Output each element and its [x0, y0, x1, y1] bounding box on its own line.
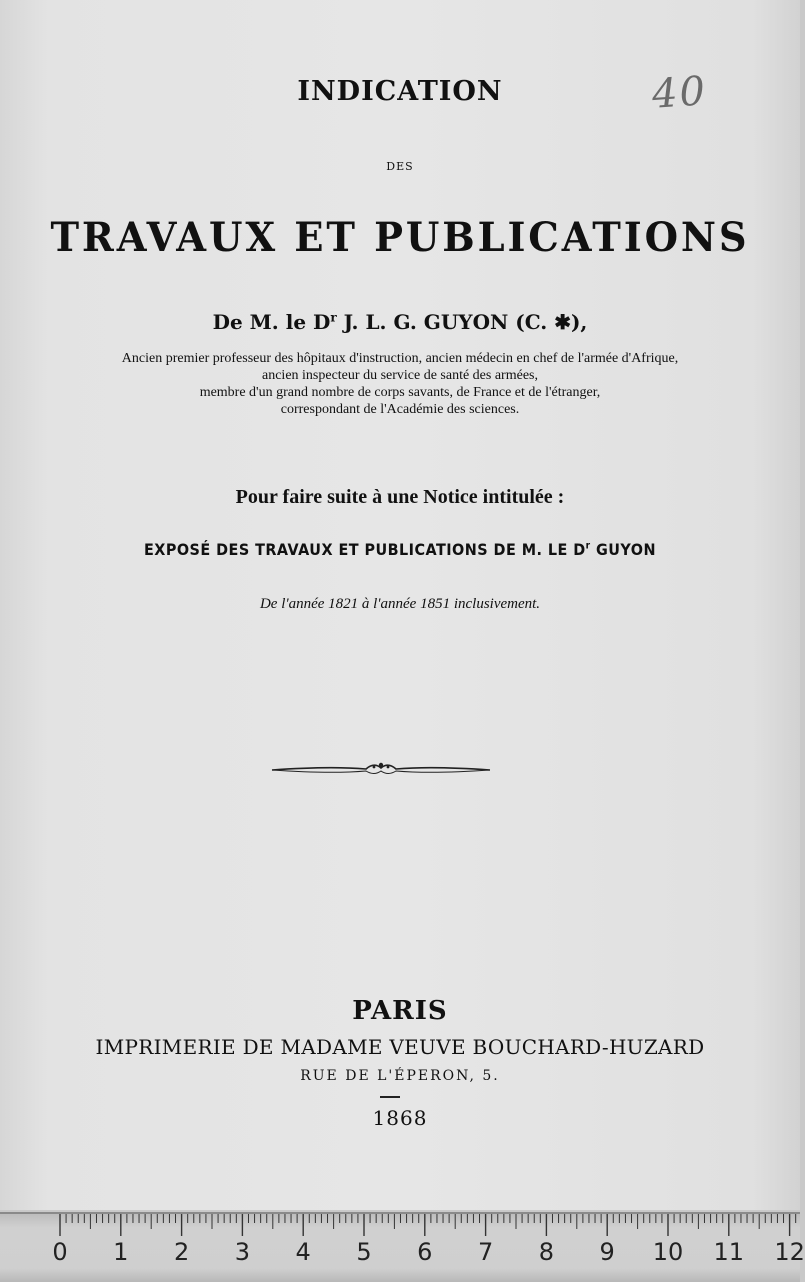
ruler-number: 9 — [599, 1238, 615, 1266]
author-name: J. L. G. GUYON (C. ✱), — [336, 310, 588, 334]
credential-line: membre d'un grand nombre de corps savants, de France et de l'étranger, — [199, 385, 601, 400]
credential-line: correspondant de l'Académie des sciences. — [280, 402, 520, 417]
expose-text: EXPOSÉ DES TRAVAUX ET PUBLICATIONS DE M. LE D — [144, 540, 586, 559]
expose-sup: r — [585, 540, 591, 552]
imprint-city: PARIS — [352, 996, 448, 1026]
imprint-street: RUE DE L'ÉPERON, 5. — [300, 1068, 500, 1084]
ruler-number: 10 — [652, 1238, 684, 1266]
measuring-ruler — [0, 1212, 805, 1282]
ruler-number: 6 — [417, 1238, 433, 1266]
main-title: TRAVAUX ET PUBLICATIONS — [50, 214, 750, 261]
ornament-divider — [270, 756, 492, 782]
expose-line — [40, 540, 760, 559]
credential-line: Ancien premier professeur des hôpitaux d'instruction, ancien médecin en chef de l'armée d'Afrique, — [121, 351, 679, 366]
author-sup: r — [330, 310, 337, 325]
title-des: DES — [386, 160, 414, 173]
ruler-number: 1 — [113, 1238, 129, 1266]
imprint-year: 1868 — [372, 1106, 428, 1130]
ruler-number: 4 — [295, 1238, 311, 1266]
ruler-number: 7 — [477, 1238, 494, 1266]
imprint-dash — [380, 1096, 400, 1098]
ruler-number: 5 — [356, 1238, 372, 1266]
handwritten-page-number: 40 — [650, 68, 709, 118]
ruler-number: 0 — [52, 1238, 68, 1266]
imprint-printer: IMPRIMERIE DE MADAME VEUVE BOUCHARD-HUZARD — [95, 1035, 705, 1059]
suite-line: Pour faire suite à une Notice intitulée : — [235, 486, 565, 508]
ruler-number: 11 — [713, 1238, 745, 1266]
author-line — [0, 310, 800, 334]
author-prefix: De M. le D — [212, 310, 331, 334]
expose-tail: GUYON — [590, 540, 656, 559]
title-indication: INDICATION — [297, 76, 503, 107]
ruler-number: 8 — [538, 1238, 555, 1266]
credentials — [0, 350, 800, 418]
ruler-number: 2 — [173, 1238, 190, 1266]
credential-line: ancien inspecteur du service de santé des armées, — [262, 368, 538, 383]
ruler-number: 3 — [234, 1238, 251, 1266]
dates-line: De l'année 1821 à l'année 1851 inclusivement. — [259, 596, 541, 612]
ruler-number: 12 — [774, 1238, 805, 1266]
